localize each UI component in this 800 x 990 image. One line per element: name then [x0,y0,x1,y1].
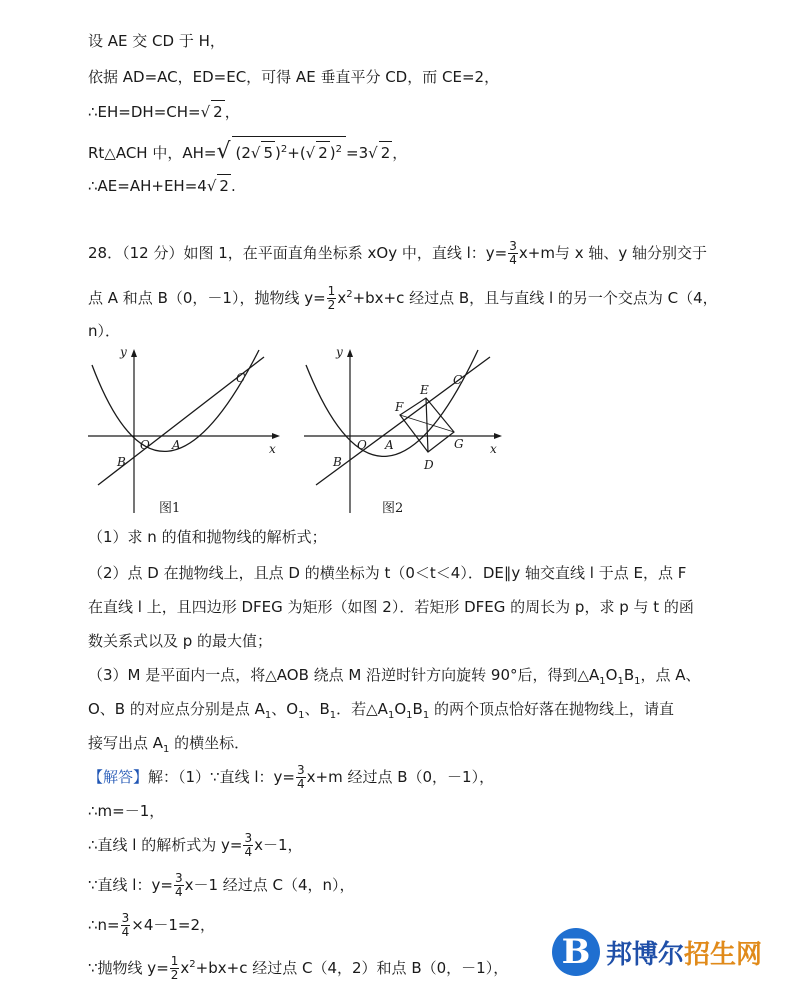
watermark-site-name: 邦博尔招生网 [606,939,763,970]
proof-line-5: ∴AE=AH+EH=4√ 2 . [88,174,236,197]
fig1-caption: 图1 [159,501,181,516]
fig2-label-g: G [454,437,464,451]
question-line-2: 点 A 和点 B（0，－1），抛物线 y= $\frac{1}{2}$ $x^2+bx+c$ 经过点 B，且与直线 l 的另一个交点为 C（4， [88,284,718,312]
question-line-1: 28．（12 分）如图 1，在平面直角坐标系 xOy 中，直线 l：y= $\frac{3}{4}$ x+m与 x 轴、y 轴分别交于 [88,239,707,267]
fig2-y-arrow [347,349,353,357]
answer-line-6: ∵抛物线 y= $\frac{1}{2}$ $x^2+bx+c$ 经过点 C（4，2）和点 B（0，－1）， [88,954,509,982]
fig1-y-arrow [131,349,137,357]
fig2-segment-de [426,398,428,452]
figure-2 [300,345,510,520]
fig2-label-b: B [333,455,342,469]
watermark-b-icon: B [552,928,600,976]
fig1-label-a: A [172,438,181,452]
figure-1 [84,345,289,520]
fig1-label-o: O [140,438,150,452]
watermark-logo [552,928,762,976]
subquestion-3-line-3: 接写出点 $A_1$ 的横坐标． [88,734,250,755]
subquestion-2-line-3: 数关系式以及 p 的最大值； [88,632,273,650]
subquestion-3-line-1: （3）M 是平面内一点，将△AOB 绕点 M 沿逆时针方向旋转 90°后，得到$\triangle A_1O_1B_1$，点 A、 [88,666,701,687]
fig1-label-y: y [120,345,127,359]
answer-line-1: 【解答】解：（1）∵直线 l：y= $\frac{3}{4}$ x+m 经过点 B（0，－1）， [88,763,495,791]
fig2-line-l [316,357,490,485]
fig2-caption: 图2 [382,501,404,516]
answer-line-5: ∴n= $\frac{3}{4}$ ×4－1=2， [88,911,216,939]
fig1-x-arrow [272,433,280,439]
fig2-label-d: D [424,458,434,472]
fig2-label-x: x [490,442,497,456]
subquestion-1: （1）求 n 的值和抛物线的解析式； [88,528,327,546]
fig2-x-arrow [494,433,502,439]
fig2-label-o: O [357,438,367,452]
fig2-label-a: A [385,438,394,452]
fig2-label-e: E [420,383,429,397]
fig1-label-c: C [236,371,246,385]
proof-line-4: Rt△ACH 中，AH=√ (2√ 5 )$^2$+(√ 2 )$^2$ =3√ 2 ， [88,136,407,166]
answer-line-4: ∵直线 l：y= $\frac{3}{4}$ x－1 经过点 C（4，n）， [88,871,355,899]
answer-line-3: ∴直线 l 的解析式为 y= $\frac{3}{4}$ x－1， [88,831,303,859]
proof-line-3: ∴EH=DH=CH=√ 2 ， [88,100,240,123]
subquestion-3-line-2: O、B 的对应点分别是点 $A_1$、$O_1$、$B_1$．若$\triangle A_1O_1B_1$ 的两个顶点恰好落在抛物线上，请直 [88,700,674,721]
fig2-label-f: F [395,400,404,414]
question-line-3: n）． [88,322,121,340]
fig1-label-x: x [269,442,276,456]
proof-line-1: 设 AE 交 CD 于 H， [88,32,225,50]
answer-bracket: 【解答】 [88,768,149,786]
subquestion-2-line-1: （2）点 D 在抛物线上，且点 D 的横坐标为 t（0＜t＜4）．DE∥y 轴交直线 l 于点 E，点 F [88,564,687,582]
answer-line-2: ∴m=－1， [88,802,165,820]
fig2-label-y: y [336,345,343,359]
proof-line-2: 依据 AD=AC，ED=EC，可得 AE 垂直平分 CD，而 CE=2， [88,68,500,86]
subquestion-2-line-2: 在直线 l 上，且四边形 DFEG 为矩形（如图 2）．若矩形 DFEG 的周长为 p，求 p 与 t 的函 [88,598,694,616]
fig2-label-c: C [453,373,463,387]
fig1-label-b: B [117,455,126,469]
